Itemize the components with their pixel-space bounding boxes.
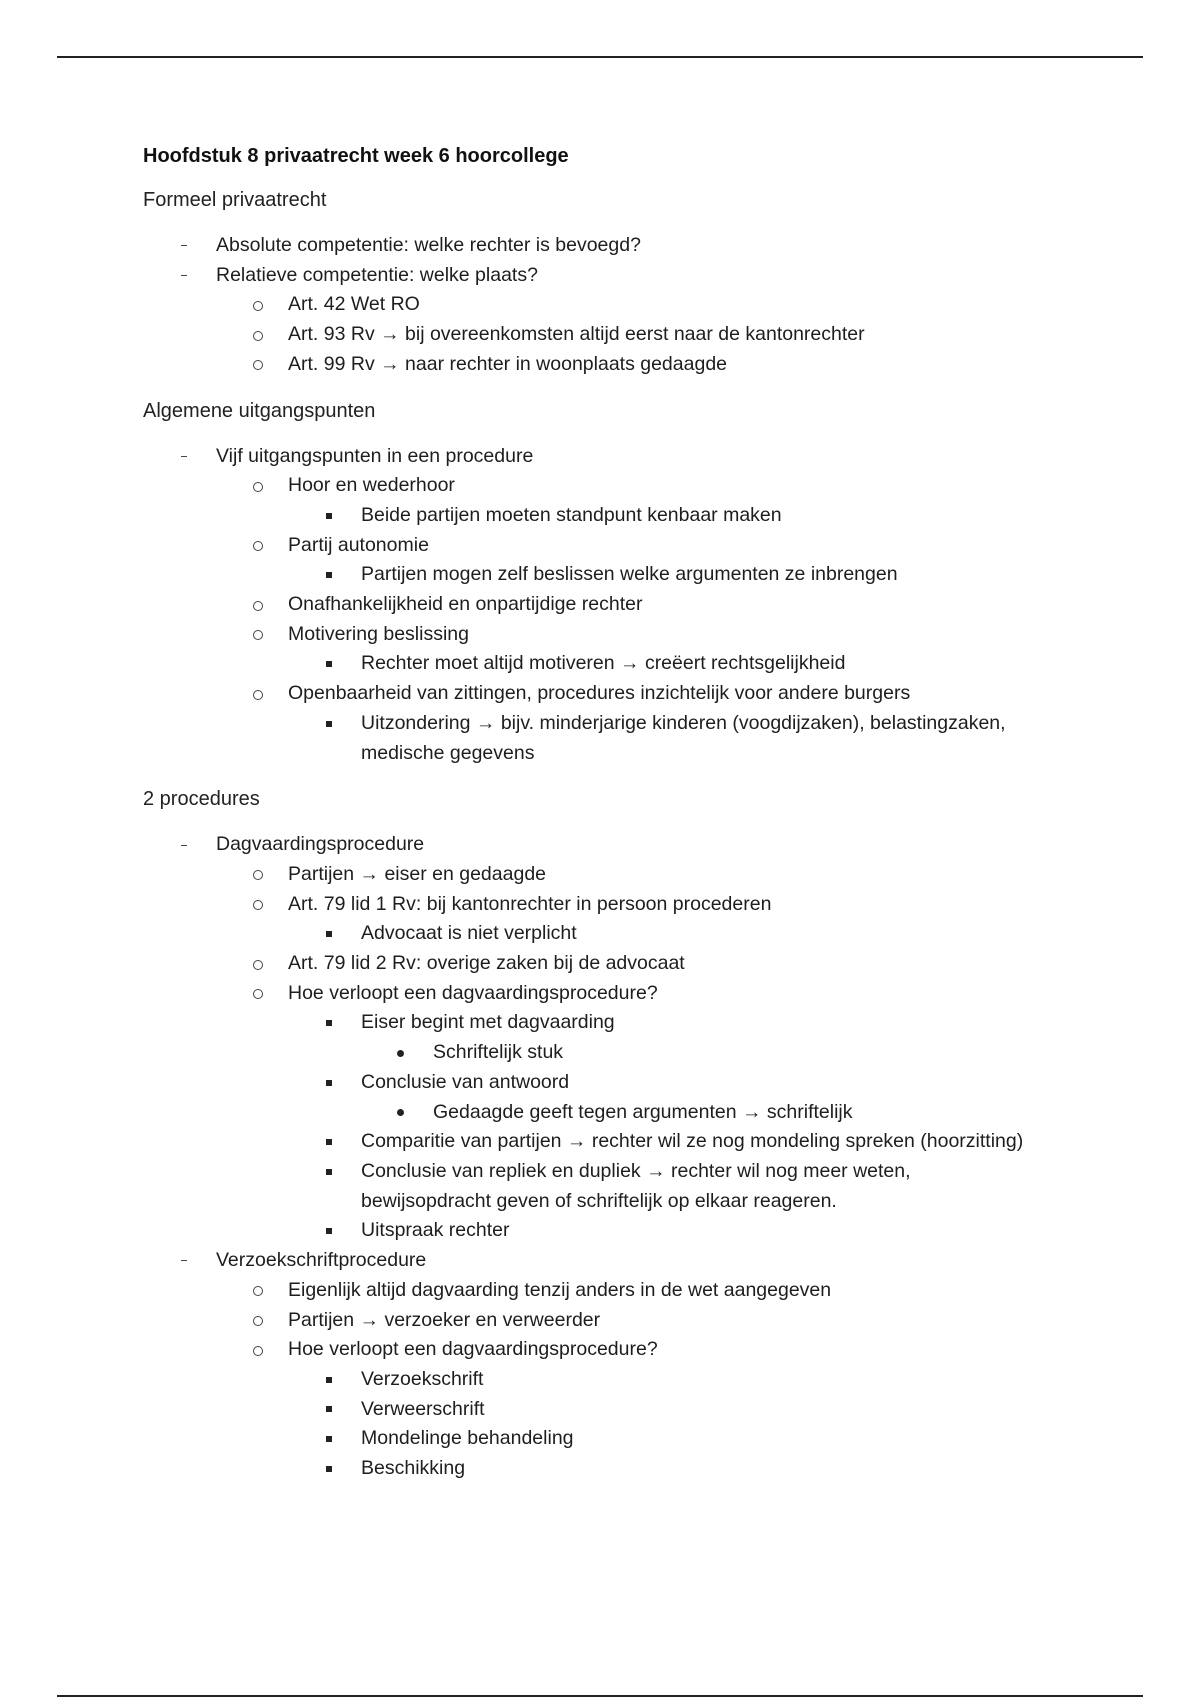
- list-item-text: Art. 42 Wet RO: [288, 293, 420, 316]
- circle-icon: [253, 290, 263, 320]
- circle-icon: [253, 531, 263, 561]
- list-item-text: Uitzondering → bijv. minderjarige kinderen (voogdijzaken), belastingzaken,: [361, 711, 1006, 734]
- section: [143, 187, 1063, 380]
- document-body: [143, 143, 1063, 1502]
- header-rule: [57, 56, 1143, 58]
- list-item-text: Partij autonomie: [288, 533, 429, 556]
- list-item: [143, 471, 1063, 501]
- circle-icon: [253, 979, 263, 1009]
- list-item: [143, 919, 1063, 949]
- list-item: [143, 1454, 1063, 1484]
- list-item-text: Hoe verloopt een dagvaardingsprocedure?: [288, 1338, 658, 1361]
- list-item-text: Uitspraak rechter: [361, 1219, 510, 1242]
- list-item: [143, 261, 1063, 291]
- list-item: [143, 679, 1063, 709]
- circle-icon: [253, 1306, 263, 1336]
- list-item-text: Comparitie van partijen → rechter wil ze nog mondeling spreken (hoorzitting): [361, 1130, 1024, 1153]
- list-item: [143, 1038, 1063, 1068]
- list-item-text: Gedaagde geeft tegen argumenten → schriftelijk: [433, 1100, 853, 1123]
- circle-icon: [253, 949, 263, 979]
- list-item: [143, 1127, 1063, 1157]
- list-item: [143, 1008, 1063, 1038]
- list-item-continuation: bewijsopdracht geven of schriftelijk op elkaar reageren.: [361, 1189, 837, 1212]
- list-item: [143, 1157, 1063, 1216]
- list-item-text: Partijen mogen zelf beslissen welke argumenten ze inbrengen: [361, 563, 898, 586]
- list-item-text: Art. 93 Rv → bij overeenkomsten altijd eerst naar de kantonrechter: [288, 323, 865, 346]
- dash-icon: [181, 231, 187, 261]
- square-bullet-icon: [326, 649, 332, 679]
- section-heading: Formeel privaatrecht: [143, 189, 327, 211]
- circle-icon: [253, 620, 263, 650]
- list-item: [143, 290, 1063, 320]
- list-item-text: Relatieve competentie: welke plaats?: [216, 263, 538, 286]
- list-item: [143, 709, 1063, 768]
- list-item: [143, 620, 1063, 650]
- list-item: [143, 531, 1063, 561]
- list-item-text: Schriftelijk stuk: [433, 1041, 564, 1064]
- circle-icon: [253, 350, 263, 380]
- list-item: [143, 501, 1063, 531]
- square-bullet-icon: [326, 919, 332, 949]
- list-item-text: Rechter moet altijd motiveren → creëert rechtsgelijkheid: [361, 652, 846, 675]
- list-item-text: Conclusie van repliek en dupliek → rechter wil nog meer weten,: [361, 1159, 911, 1182]
- square-bullet-icon: [326, 1424, 332, 1454]
- list-item-text: Dagvaardingsprocedure: [216, 833, 425, 856]
- section-heading: Algemene uitgangspunten: [143, 399, 376, 422]
- dot-bullet-icon: [397, 1038, 404, 1068]
- list-item: [143, 979, 1063, 1009]
- section-heading: 2 procedures: [143, 788, 260, 811]
- section: [143, 398, 1063, 769]
- list-item: [143, 1306, 1063, 1336]
- circle-icon: [253, 320, 263, 350]
- circle-icon: [253, 860, 263, 890]
- square-bullet-icon: [326, 1008, 332, 1038]
- list-item-text: Motivering beslissing: [288, 622, 469, 645]
- list-item: [143, 890, 1063, 920]
- list-item-text: Partijen → verzoeker en verweerder: [288, 1308, 601, 1331]
- square-bullet-icon: [326, 1454, 332, 1484]
- circle-icon: [253, 471, 263, 501]
- dash-icon: [181, 442, 187, 472]
- list-item: [143, 231, 1063, 261]
- list-item: [143, 1365, 1063, 1395]
- dash-icon: [181, 830, 187, 860]
- dash-icon: [181, 1246, 187, 1276]
- list-item: [143, 649, 1063, 679]
- list-item-text: Verweerschrift: [361, 1397, 485, 1420]
- list-item: [143, 1424, 1063, 1454]
- circle-icon: [253, 590, 263, 620]
- list-item-text: Mondelinge behandeling: [361, 1427, 574, 1450]
- list-item: [143, 442, 1063, 472]
- list-item: [143, 590, 1063, 620]
- circle-icon: [253, 679, 263, 709]
- list-item: [143, 1395, 1063, 1425]
- circle-icon: [253, 1276, 263, 1306]
- list-item-text: Art. 79 lid 1 Rv: bij kantonrechter in persoon procederen: [288, 892, 772, 915]
- list-item-text: Art. 99 Rv → naar rechter in woonplaats gedaagde: [288, 352, 728, 375]
- list-item: [143, 830, 1063, 860]
- list-item-text: Hoor en wederhoor: [288, 474, 455, 497]
- list-item-text: Beide partijen moeten standpunt kenbaar maken: [361, 503, 782, 526]
- list-item-text: Hoe verloopt een dagvaardingsprocedure?: [288, 981, 658, 1004]
- list-item: [143, 320, 1063, 350]
- sections-container: [143, 187, 1063, 1484]
- list-item: [143, 1216, 1063, 1246]
- square-bullet-icon: [326, 1068, 332, 1098]
- list-item: [143, 1335, 1063, 1365]
- square-bullet-icon: [326, 709, 332, 739]
- list-item: [143, 860, 1063, 890]
- dash-icon: [181, 261, 187, 291]
- list-item-text: Conclusie van antwoord: [361, 1070, 570, 1093]
- list-item-continuation: medische gegevens: [361, 741, 535, 764]
- square-bullet-icon: [326, 1127, 332, 1157]
- list-item-text: Verzoekschrift: [361, 1367, 484, 1390]
- circle-icon: [253, 1335, 263, 1365]
- list-item: [143, 1098, 1063, 1128]
- circle-icon: [253, 890, 263, 920]
- list-item: [143, 1246, 1063, 1276]
- list-item-text: Eigenlijk altijd dagvaarding tenzij anders in de wet aangegeven: [288, 1278, 832, 1301]
- list-item-text: Absolute competentie: welke rechter is bevoegd?: [216, 234, 641, 256]
- dot-bullet-icon: [397, 1098, 404, 1128]
- list-item-text: Art. 79 lid 2 Rv: overige zaken bij de advocaat: [288, 952, 685, 975]
- list-item-text: Advocaat is niet verplicht: [361, 922, 577, 945]
- list-item: [143, 350, 1063, 380]
- list-item-text: Eiser begint met dagvaarding: [361, 1011, 615, 1034]
- square-bullet-icon: [326, 1395, 332, 1425]
- square-bullet-icon: [326, 1216, 332, 1246]
- square-bullet-icon: [326, 560, 332, 590]
- square-bullet-icon: [326, 1365, 332, 1395]
- list-item-text: Vijf uitgangspunten in een procedure: [216, 444, 534, 467]
- footer-rule: [57, 1695, 1143, 1697]
- list-item-text: Onafhankelijkheid en onpartijdige rechter: [288, 593, 643, 616]
- list-item-text: Beschikking: [361, 1457, 466, 1480]
- list-item-text: Verzoekschriftprocedure: [216, 1249, 427, 1272]
- square-bullet-icon: [326, 501, 332, 531]
- list-item: [143, 560, 1063, 590]
- list-item: [143, 1068, 1063, 1098]
- square-bullet-icon: [326, 1157, 332, 1187]
- list-item: [143, 1276, 1063, 1306]
- section: [143, 786, 1063, 1483]
- document-title: Hoofdstuk 8 privaatrecht week 6 hoorcollege: [143, 145, 569, 167]
- list-item-text: Partijen → eiser en gedaagde: [288, 862, 547, 885]
- list-item: [143, 949, 1063, 979]
- list-item-text: Openbaarheid van zittingen, procedures inzichtelijk voor andere burgers: [288, 682, 911, 705]
